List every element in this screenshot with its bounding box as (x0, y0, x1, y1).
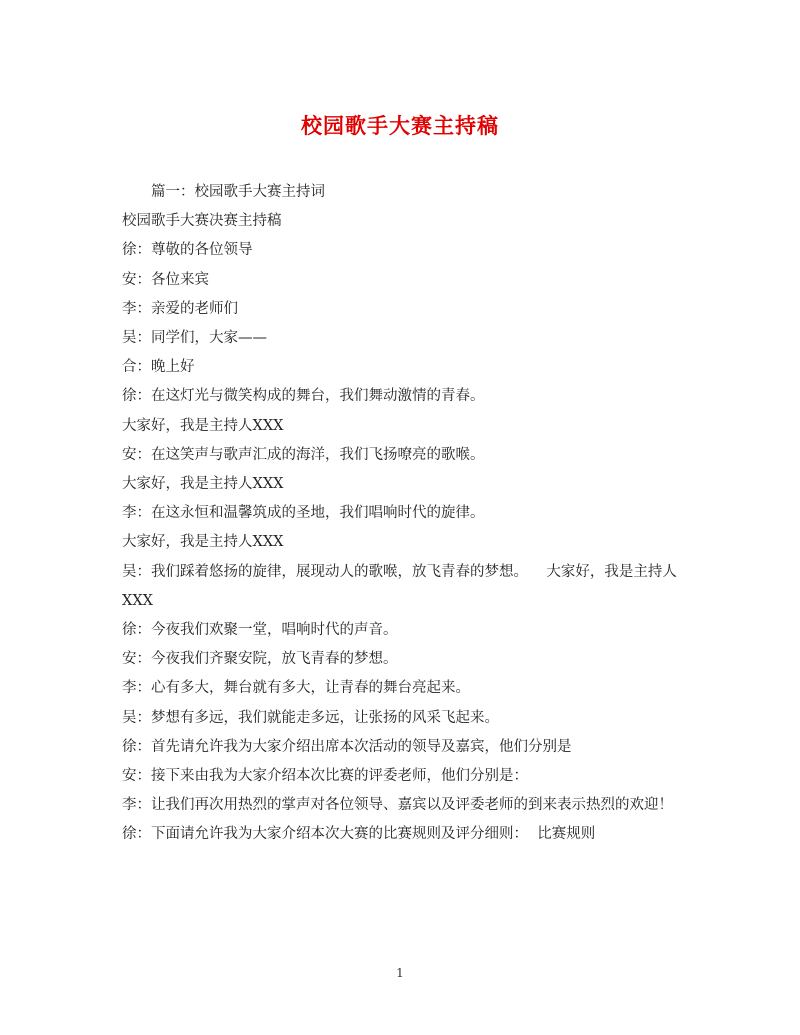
text-line: 安：各位来宾 (122, 271, 209, 288)
text-line: 徐：下面请允许我为大家介绍本次大赛的比赛规则及评分细则： 比赛规则 (122, 826, 596, 843)
document-title: 校园歌手大赛主持稿 (301, 113, 499, 138)
section-heading: 篇一：校园歌手大赛主持词 (151, 184, 325, 200)
text-line: 李：心有多大，舞台就有多大，让青春的舞台亮起来。 (122, 680, 470, 697)
text-line: 吴：梦想有多远，我们就能走多远，让张扬的风采飞起来。 (122, 709, 499, 726)
page-number: 1 (396, 966, 404, 980)
text-line: 徐：尊敬的各位领导 (122, 242, 253, 259)
text-line: 安：今夜我们齐聚安院，放飞青春的梦想。 (122, 651, 398, 668)
text-line: 大家好，我是主持人XXX (122, 417, 284, 434)
text-line: 大家好，我是主持人XXX (122, 534, 284, 551)
text-line: 徐：在这灯光与微笑构成的舞台，我们舞动激情的青春。 (122, 388, 485, 405)
text-line: 安：在这笑声与歌声汇成的海洋，我们飞扬嘹亮的歌喉。 (122, 446, 485, 463)
text-line: 大家好，我是主持人XXX (122, 476, 284, 493)
text-line: 校园歌手大赛决赛主持稿 (122, 213, 282, 230)
text-line: 李：亲爱的老师们 (122, 300, 238, 317)
text-line: 吴：同学们，大家—— (122, 330, 267, 347)
text-line: 合：晚上好 (122, 359, 195, 376)
text-line: 吴：我们踩着悠扬的旋律，展现动人的歌喉，放飞青春的梦想。 大家好，我是主持人XXX (122, 563, 677, 609)
text-line: 安：接下来由我为大家介绍本次比赛的评委老师，他们分别是： (122, 768, 528, 785)
text-line: 徐：首先请允许我为大家介绍出席本次活动的领导及嘉宾，他们分别是 (122, 738, 572, 755)
text-line: 李：让我们再次用热烈的掌声对各位领导、嘉宾以及评委老师的到来表示热烈的欢迎！ (122, 797, 673, 814)
document-body (122, 178, 678, 850)
text-line: 李：在这永恒和温馨筑成的圣地，我们唱响时代的旋律。 (122, 505, 485, 522)
text-line: 徐：今夜我们欢聚一堂，唱响时代的声音。 (122, 622, 398, 639)
